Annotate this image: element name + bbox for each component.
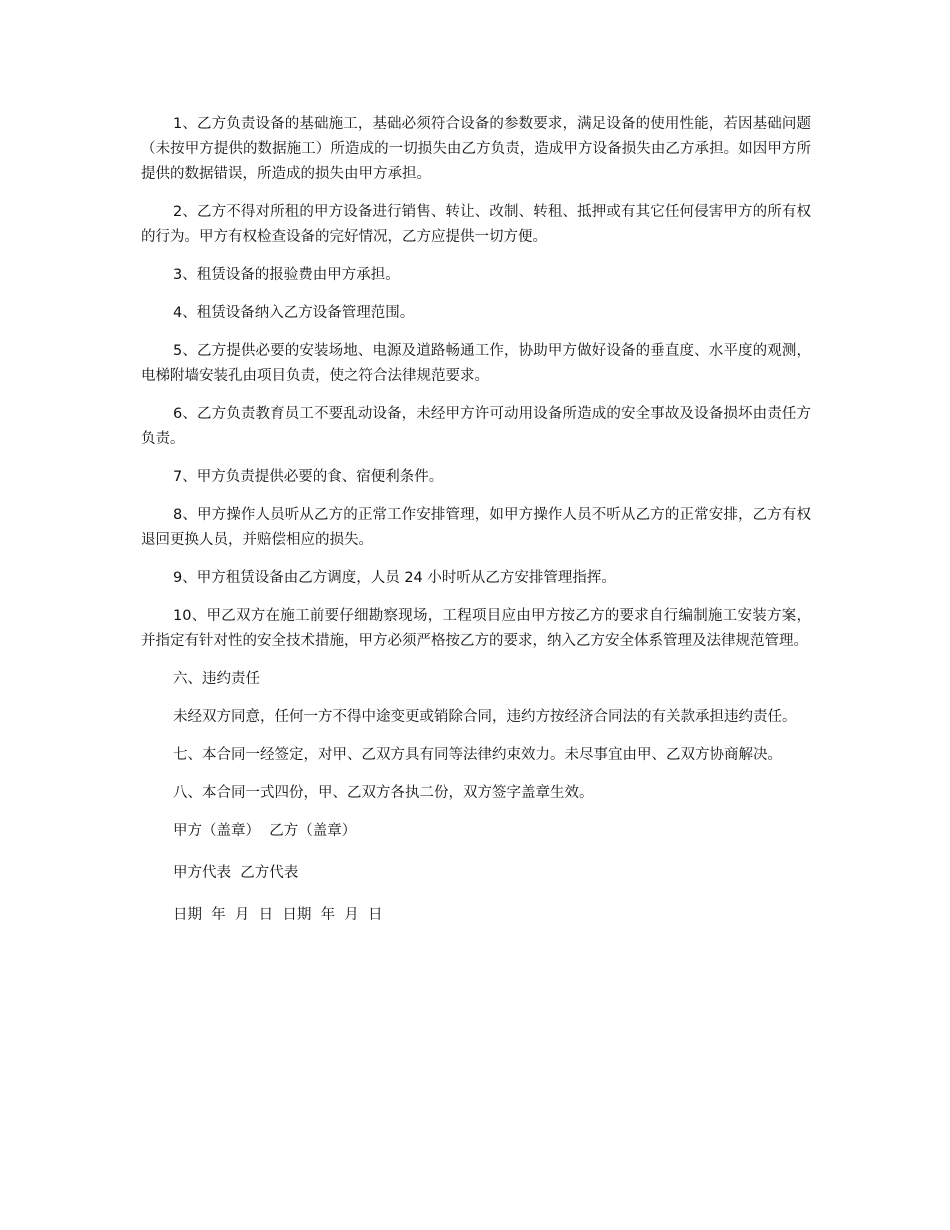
clause-5: 5、乙方提供必要的安装场地、电源及道路畅通工作，协助甲方做好设备的垂直度、水平度的观测，电梯附墙安装孔由项目负责，使之符合法律规范要求。 bbox=[141, 343, 811, 384]
representative-line: 甲方代表 乙方代表 bbox=[173, 865, 299, 881]
section-seven: 七、本合同一经签定，对甲、乙双方具有同等法律约束效力。未尽事宜由甲、乙双方协商解决。 bbox=[173, 747, 782, 763]
date-line: 日期 年 月 日 日期 年 月 日 bbox=[173, 907, 383, 923]
clause-7: 7、甲方负责提供必要的食、宿便利条件。 bbox=[173, 469, 444, 485]
clause-9: 9、甲方租赁设备由乙方调度，人员 24 小时听从乙方安排管理指挥。 bbox=[173, 570, 616, 586]
clause-3: 3、租赁设备的报验费由甲方承担。 bbox=[173, 267, 400, 283]
clause-4: 4、租赁设备纳入乙方设备管理范围。 bbox=[173, 305, 415, 321]
clause-1: 1、乙方负责设备的基础施工，基础必须符合设备的参数要求，满足设备的使用性能，若因基础问题（未按甲方提供的数据施工）所造成的一切损失由乙方负责，造成甲方设备损失由乙方承担。如因甲方所提供的数据错误，所造成的损失由甲方承担。 bbox=[141, 116, 811, 182]
section-six-heading: 六、违约责任 bbox=[173, 671, 260, 687]
section-six-body: 未经双方同意，任何一方不得中途变更或销除合同，违约方按经济合同法的有关款承担违约责任。 bbox=[173, 709, 797, 725]
contract-document bbox=[141, 112, 811, 945]
clause-10: 10、甲乙双方在施工前要仔细勘察现场，工程项目应由甲方按乙方的要求自行编制施工安装方案，并指定有针对性的安全技术措施，甲方必须严格按乙方的要求，纳入乙方安全体系管理及法律规范管理。 bbox=[141, 608, 811, 649]
clause-2: 2、乙方不得对所租的甲方设备进行销售、转让、改制、转租、抵押或有其它任何侵害甲方的所有权的行为。甲方有权检查设备的完好情况，乙方应提供一切方便。 bbox=[141, 204, 811, 245]
section-eight: 八、本合同一式四份，甲、乙双方各执二份，双方签字盖章生效。 bbox=[173, 785, 594, 801]
seal-line: 甲方（盖章） 乙方（盖章） bbox=[173, 823, 357, 839]
clause-8: 8、甲方操作人员听从乙方的正常工作安排管理，如甲方操作人员不听从乙方的正常安排，乙方有权退回更换人员，并赔偿相应的损失。 bbox=[141, 507, 811, 548]
clause-6: 6、乙方负责教育员工不要乱动设备，未经甲方许可动用设备所造成的安全事故及设备损坏由责任方负责。 bbox=[141, 406, 811, 447]
